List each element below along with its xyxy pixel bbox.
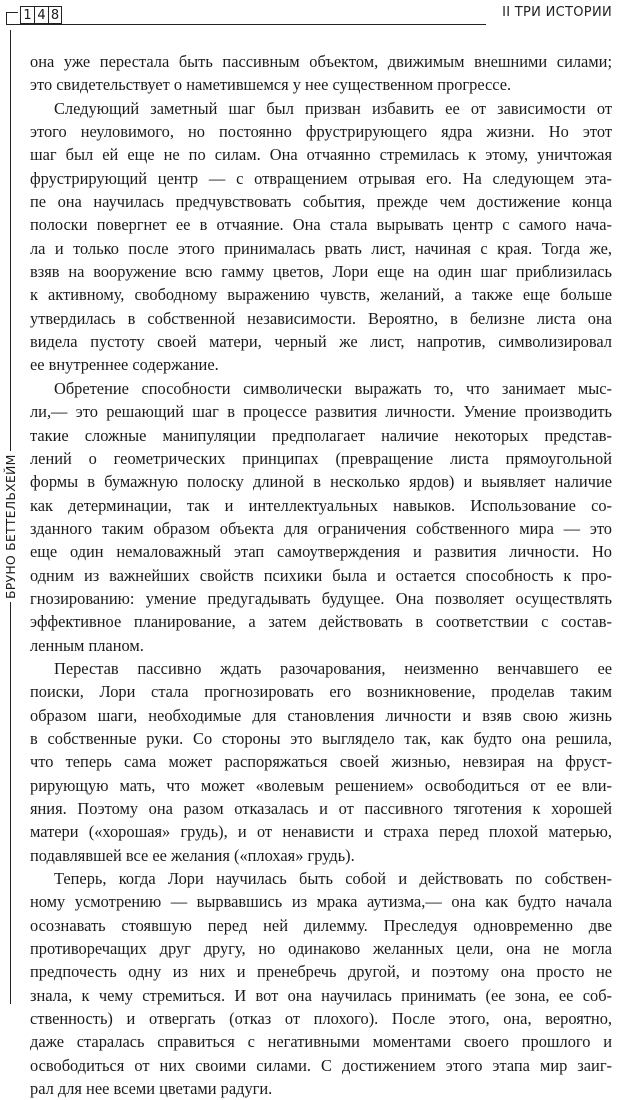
text-line: Следующий заметный шаг был призван избавить ее от зависимости от: [54, 98, 612, 118]
paragraph: [30, 657, 612, 867]
margin-author-label: БРУНО БЕТТЕЛЬХЕЙМ: [4, 451, 18, 602]
text-line: освободиться от них своими силами. С достижением этого этапа мир заиг-: [30, 1055, 612, 1075]
text-line: видела пустоту своей матери, черный же лист, напротив, символизировал: [30, 332, 612, 352]
text-line: подавлявшей все ее желания («плохая» грудь).: [30, 845, 355, 865]
text-line: гнозированию: умение предугадывать будущее. Она позволяет осуществлять: [30, 588, 612, 608]
text-line: что теперь сама может распоряжаться своей жизнью, невзирая на фруст-: [30, 752, 612, 772]
text-line: лений о геометрических принципах (превращение листа прямоугольной: [30, 448, 612, 468]
text-line: шаг был ей еще не по силам. Она отчаянно стремилась к этому, уничтожая: [30, 145, 612, 165]
text-line: поиски, Лори стала прогнозировать его возникновение, проделав таким: [30, 682, 612, 702]
text-line: такие сложные манипуляции предполагает наличие некоторых представ-: [30, 425, 612, 445]
running-header: [6, 4, 614, 32]
text-line: ее внутреннее содержание.: [30, 355, 219, 375]
text-line: Теперь, когда Лори научилась быть собой и действовать по собствен-: [54, 869, 612, 889]
text-line: даже старалась справиться с негативными моментами своего прошлого и: [30, 1032, 612, 1052]
page-number-digit: 1: [20, 6, 34, 24]
page-number-digit: 4: [34, 6, 48, 24]
text-line: Перестав пассивно ждать разочарования, неизменно венчавшего ее: [54, 658, 612, 678]
text-line: это свидетельствует о наметившемся у нее существенном прогрессе.: [30, 75, 512, 95]
text-line: к активному, свободному выражению чувств, желаний, а также еще больше: [30, 285, 612, 305]
text-line: пе она научилась предчувствовать события, прежде чем достижение конца: [30, 192, 612, 212]
text-line: ному усмотрению — вырвавшись из мрака аутизма,— она как будто начала: [30, 892, 612, 912]
text-line: рирующую мать, что может «волевым решением» освободиться от ее вли-: [30, 775, 612, 795]
header-corner-ornament: [6, 12, 18, 24]
text-line: фрустрирующий центр — с отвращением отрывая его. На следующем эта-: [30, 168, 612, 188]
paragraph: [30, 867, 612, 1100]
text-line: ла и только после этого принималась рвать лист, начиная с края. Тогда же,: [30, 238, 612, 258]
text-line: Обретение способности символически выражать то, что занимает мыс-: [54, 378, 612, 398]
text-line: эффективное планирование, а затем действовать в соответствии с состав-: [30, 612, 612, 632]
header-rule: [6, 24, 486, 25]
text-line: рал для нее всеми цветами радуги.: [30, 1079, 273, 1099]
text-line: в собственные руки. Со стороны это выглядело так, как будто она решила,: [30, 728, 612, 748]
text-line: одним из важнейших свойств психики была и остается способность к про-: [30, 565, 612, 585]
paragraph: [30, 50, 612, 97]
text-line: предпочесть одну из них и пренебречь другой, и поэтому она просто не: [30, 962, 612, 982]
text-line: образом шаги, необходимые для становления личности и взяв свою жизнь: [30, 705, 612, 725]
text-line: этого неуловимого, но постоянно фрустрирующего ядра жизни. Но этот: [30, 122, 612, 142]
text-line: формы в бумажную полоску длиной в несколько ярдов) и выявляет наличие: [30, 472, 612, 492]
text-line: яния. Поэтому она разом отказалась и от пассивного тяготения к хорошей: [30, 799, 612, 818]
text-line: ственность) и отвергать (отказ от плохого). После этого, она, вероятно,: [30, 1009, 612, 1029]
text-line: она уже перестала быть пассивным объектом, движимым внешними силами;: [30, 52, 612, 71]
page-number-digit: 8: [48, 6, 62, 24]
body-text: [30, 50, 612, 1100]
text-line: как детерминации, так и интеллектуальных навыков. Использование со-: [30, 495, 612, 515]
text-line: матери («хорошая» грудь), и от ненависти и страха перед плохой матерью,: [30, 822, 612, 842]
text-line: ленным планом.: [30, 635, 144, 655]
text-line: противоречащих друг другу, но одинаково желанных цели, она не могла: [30, 939, 612, 959]
page-number: [20, 6, 62, 24]
text-line: взяв на вооружение всю гамму цветов, Лори еще на один шаг приблизилась: [30, 262, 612, 282]
paragraph: [30, 97, 612, 377]
text-line: осознавать стоявшую перед ней дилемму. Преследуя одновременно две: [30, 915, 612, 935]
text-line: полоски повергнет ее в отчаяние. Она стала вырывать центр с самого нача-: [30, 215, 612, 235]
paragraph: [30, 377, 612, 657]
text-line: знала, к чему стремиться. И вот она научилась принимать (ее зона, ее соб-: [30, 985, 612, 1005]
running-title: II ТРИ ИСТОРИИ: [502, 5, 612, 20]
text-line: зданного таким образом объекта для ограничения собственного мира — это: [30, 518, 612, 538]
text-line: еще один немаловажный этап самоутверждения и развития личности. Но: [30, 542, 612, 562]
text-line: ли,— это решающий шаг в процессе развития личности. Умение производить: [30, 402, 612, 422]
text-line: утвердилась в собственной независимости. Вероятно, в белизне листа она: [30, 308, 612, 328]
